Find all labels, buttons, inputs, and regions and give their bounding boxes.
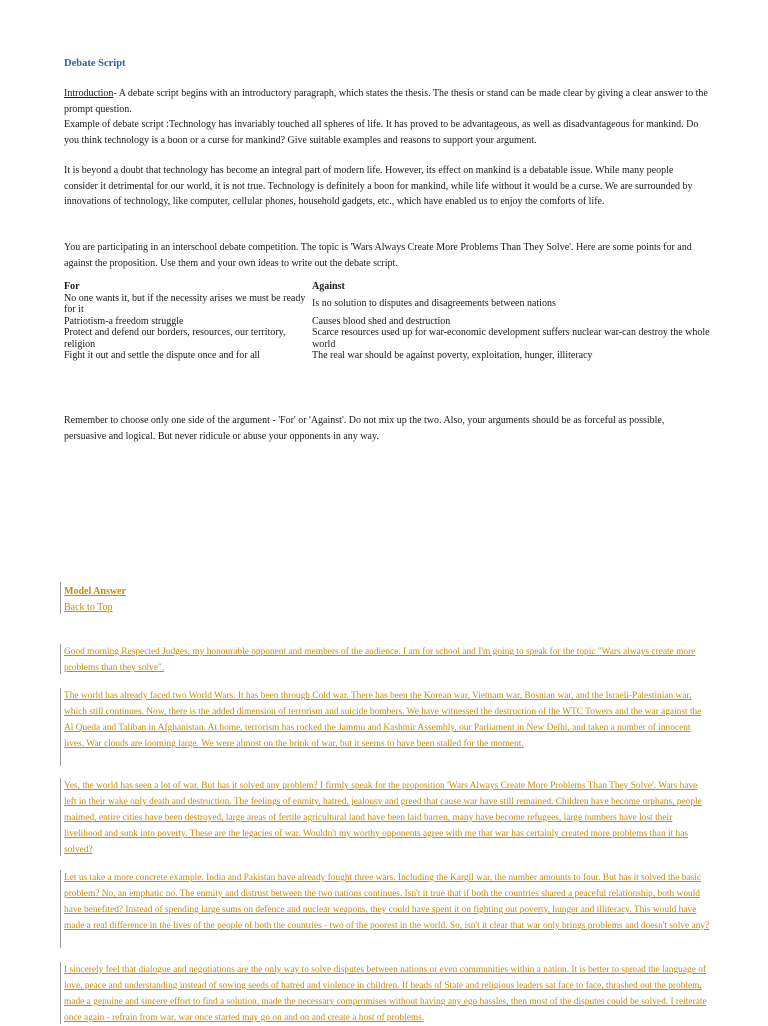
model-answer-link[interactable]: Model Answer — [64, 586, 126, 597]
quote-bar — [60, 644, 61, 674]
intro-label: Introduction — [64, 88, 114, 99]
answer-paragraph-dialogue[interactable]: I sincerely feel that dialogue and negotiations are the only way to solve disputes between nations or even communities within a nation. It is better to spread the language of love, peace and understanding instead of sowing seeds of hatred and violence in children. If heads of State and religious leaders sat face to face, thrashed out the problem, made a genuine and sincere effort to find a solution, made the necessary compromises without having any ego hassles, then most of the disputes could be solved. I reiterate once again - refrain from war, war once started may go on and on and create a host of problems. — [64, 965, 707, 1023]
answer-paragraph-wars[interactable]: The world has already faced two World Wars. It has been through Cold war. There has been the Korean war, Vietnam war, Bosnian war, and the Israeli-Palestinian war, which still continues. Now, there is the added dimension of terrorism and suicide bombers. We have witnessed the destruction of the WTC Towers and the war against the Al Queda and Taliban in Afghanistan. At home, terrorism has rocked the Jammu and Kashmir Assembly, our Parliament in New Delhi, and taken a number of innocent lives. War clouds are looming large. We were almost on the brink of war, but it seems to have been stalled for the moment. — [64, 691, 702, 749]
for-cell: Patriotism-a freedom struggle — [64, 315, 184, 327]
page-title: Debate Script — [64, 58, 126, 69]
table-row — [64, 327, 714, 350]
quote-bar — [60, 870, 61, 948]
for-cell: Fight it out and settle the dispute once and for all — [64, 350, 261, 361]
header-against: Against — [312, 281, 345, 292]
intro-example: Example of debate script :Technology has invariably touched all spheres of life. It has proved to be advantageous, as well as disadvantageous for mankind. Do you think technology is a boon or a curse for mankind? Give suitable examples and reasons to support your argument. — [64, 119, 699, 146]
header-for: For — [64, 281, 80, 292]
answer-paragraph-legacy[interactable]: Yes, the world has seen a lot of war. But has it solved any problem? I firmly speak for the proposition 'Wars Always Create More Problems Than They Solve'. Wars have left in their wake only death and destruction. The feelings of enmity, hatred, jealousy and greed that cause war have still remained. Children have become orphans, people maimed, entire cities have been destroyed, large areas of fertile agricultural land have been laid barren, many have become refugees, large numbers have lost their livelihood and sunk into poverty. These are the legacies of war. Wouldn't my worthy opponents agree with me that war has certainly created more problems than it has solved? — [64, 781, 702, 855]
for-against-table — [64, 281, 714, 362]
technology-paragraph: It is beyond a doubt that technology has become an integral part of modern life. However, its effect on mankind is a debatable issue. While many people consider it detrimental for our world, it is not true. Technology is definitely a boon for mankind, while life without it would be a curse. We are surrounded by innovations of technology, like computer, cellular phones, household gadgets, etc., which have enabled us to enjoy the comforts of life. — [64, 165, 693, 207]
answer-links — [64, 584, 126, 616]
table-row — [64, 293, 714, 316]
for-cell: No one wants it, but if the necessity arises we must be ready for it — [64, 292, 306, 315]
against-cell: The real war should be against poverty, exploitation, hunger, illiteracy — [312, 350, 593, 361]
table-row — [64, 350, 714, 362]
table-header — [64, 281, 714, 293]
quote-bar — [60, 582, 61, 614]
quote-bar — [60, 778, 61, 856]
answer-greeting[interactable]: Good morning Respected Judges, my honourable opponent and members of the audience. I am for school and I'm going to speak for the topic "Wars always create more problems than they solve". — [64, 647, 696, 673]
quote-bar — [60, 962, 61, 1024]
answer-paragraph-india-pakistan[interactable]: Let us take a more concrete example. India and Pakistan have already fought three wars. Including the Kargil war, the number amounts to four. But has it solved the basic problem? No, an emphatic no. The enmity and distrust between the two nations continues. Isn't it true that if both the countries shared a peaceful relationship, both would have benefited? Instead of spending large sums on defence and nuclear weapons, they could have spent it on fighting out poverty, hunger and illiteracy. This would have made a real difference in the lives of the people of both the countries - two of the poorest in the world. So, isn't it clear that war only brings problems and doesn't solve any? — [64, 873, 710, 931]
intro-paragraph — [64, 86, 708, 148]
intro-text: - A debate script begins with an introductory paragraph, which states the thesis. The thesis or stand can be made clear by giving a clear answer to the prompt question. — [64, 88, 708, 115]
quote-bar — [60, 688, 61, 766]
table-row — [64, 316, 714, 328]
task-paragraph: You are participating in an interschool debate competition. The topic is 'Wars Always Create More Problems Than They Solve'. Here are some points for and against the proposition. Use them and your own ideas to write out the debate script. — [64, 242, 692, 269]
against-cell: Is no solution to disputes and disagreements between nations — [312, 298, 556, 310]
for-cell: Protect and defend our borders, resources, our territory, religion — [64, 327, 286, 350]
against-cell: Causes blood shed and destruction — [312, 315, 451, 327]
back-to-top-link[interactable]: Back to Top — [64, 602, 113, 613]
reminder-paragraph: Remember to choose only one side of the argument - 'For' or 'Against'. Do not mix up the two. Also, your arguments should be as forceful as possible, persuasive and logical. But never ridicule or abuse your opponents in any way. — [64, 415, 665, 442]
against-cell: Scarce resources used up for war-economic development suffers nuclear war-can destroy the whole world — [312, 327, 710, 350]
